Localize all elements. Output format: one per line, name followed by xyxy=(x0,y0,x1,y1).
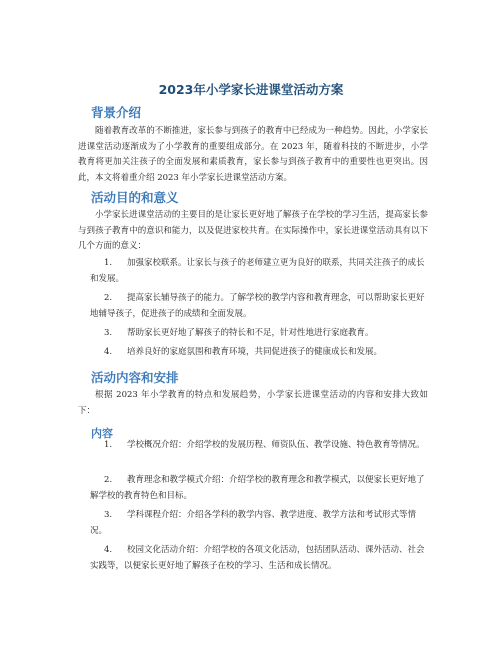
list-item xyxy=(90,508,426,539)
paragraph-purpose: 小学家长进课堂活动的主要目的是让家长更好地了解孩子在学校的学习生活，提高家长参与到孩子教育中的意识和能力，以及促进家校共育。在实际操作中，家长进课堂活动具有以下几个方面的意义： xyxy=(78,210,428,251)
list-item-number: 2. xyxy=(104,475,113,485)
list-item-number: 4. xyxy=(104,545,113,555)
list-item xyxy=(90,543,426,574)
list-item-number: 3. xyxy=(104,328,113,338)
paragraph-background: 随着教育改革的不断推进，家长参与到孩子的教育中已经成为一种趋势。因此，小学家长进课堂活动逐渐成为了小学教育的重要组成部分。在 2023 年，随着科技的不断进步，小学教育将更加关注孩子的全面发展和素质教育，家长参与到孩子教育中的重要性也更突出。因此，本文将着重介绍 2023 年小学家长进课堂活动方案。 xyxy=(78,126,428,183)
heading-background: 背景介绍 xyxy=(91,105,142,120)
list-item xyxy=(90,345,426,361)
list-item-number: 3. xyxy=(104,510,113,520)
heading-purpose: 活动目的和意义 xyxy=(91,190,179,205)
heading-content: 活动内容和安排 xyxy=(91,370,179,385)
paragraph-content: 根据 2023 年小学教育的特点和发展趋势，小学家长进课堂活动的内容和安排大致如下： xyxy=(78,390,428,416)
list-item-text: 帮助家长更好地了解孩子的特长和不足，针对性地进行家庭教育。 xyxy=(127,328,374,338)
list-item-text: 提高家长辅导孩子的能力。了解学校的教学内容和教育理念，可以帮助家长更好地辅导孩子，促进孩子的成绩和全面发展。 xyxy=(90,293,425,319)
list-item xyxy=(90,326,426,342)
subheading-content: 内容 xyxy=(91,427,113,440)
document-title: 2023年小学家长进课堂活动方案 xyxy=(158,82,344,97)
list-item-number: 1. xyxy=(104,440,113,450)
list-item xyxy=(90,291,426,322)
list-item-text: 校园文化活动介绍：介绍学校的各项文化活动，包括团队活动、课外活动、社会实践等，以便家长更好地了解孩子在校的学习、生活和成长情况。 xyxy=(90,545,425,571)
list-item-number: 1. xyxy=(104,258,113,268)
list-item-text: 学科课程介绍：介绍各学科的教学内容、教学进度、教学方法和考试形式等情况。 xyxy=(90,510,417,536)
list-item xyxy=(90,473,426,504)
list-item xyxy=(90,256,426,287)
list-item xyxy=(90,438,426,454)
list-item-text: 教育理念和教学模式介绍：介绍学校的教育理念和教学模式，以便家长更好地了解学校的教育特色和目标。 xyxy=(90,475,425,501)
list-item-number: 4. xyxy=(104,347,113,357)
list-item-text: 培养良好的家庭氛围和教育环境，共同促进孩子的健康成长和发展。 xyxy=(127,347,383,357)
list-item-number: 2. xyxy=(104,293,113,303)
list-item-text: 学校概况介绍：介绍学校的发展历程、师资队伍、教学设施、特色教育等情况。 xyxy=(127,440,425,450)
list-item-text: 加强家校联系。让家长与孩子的老师建立更为良好的联系，共同关注孩子的成长和发展。 xyxy=(90,258,425,284)
